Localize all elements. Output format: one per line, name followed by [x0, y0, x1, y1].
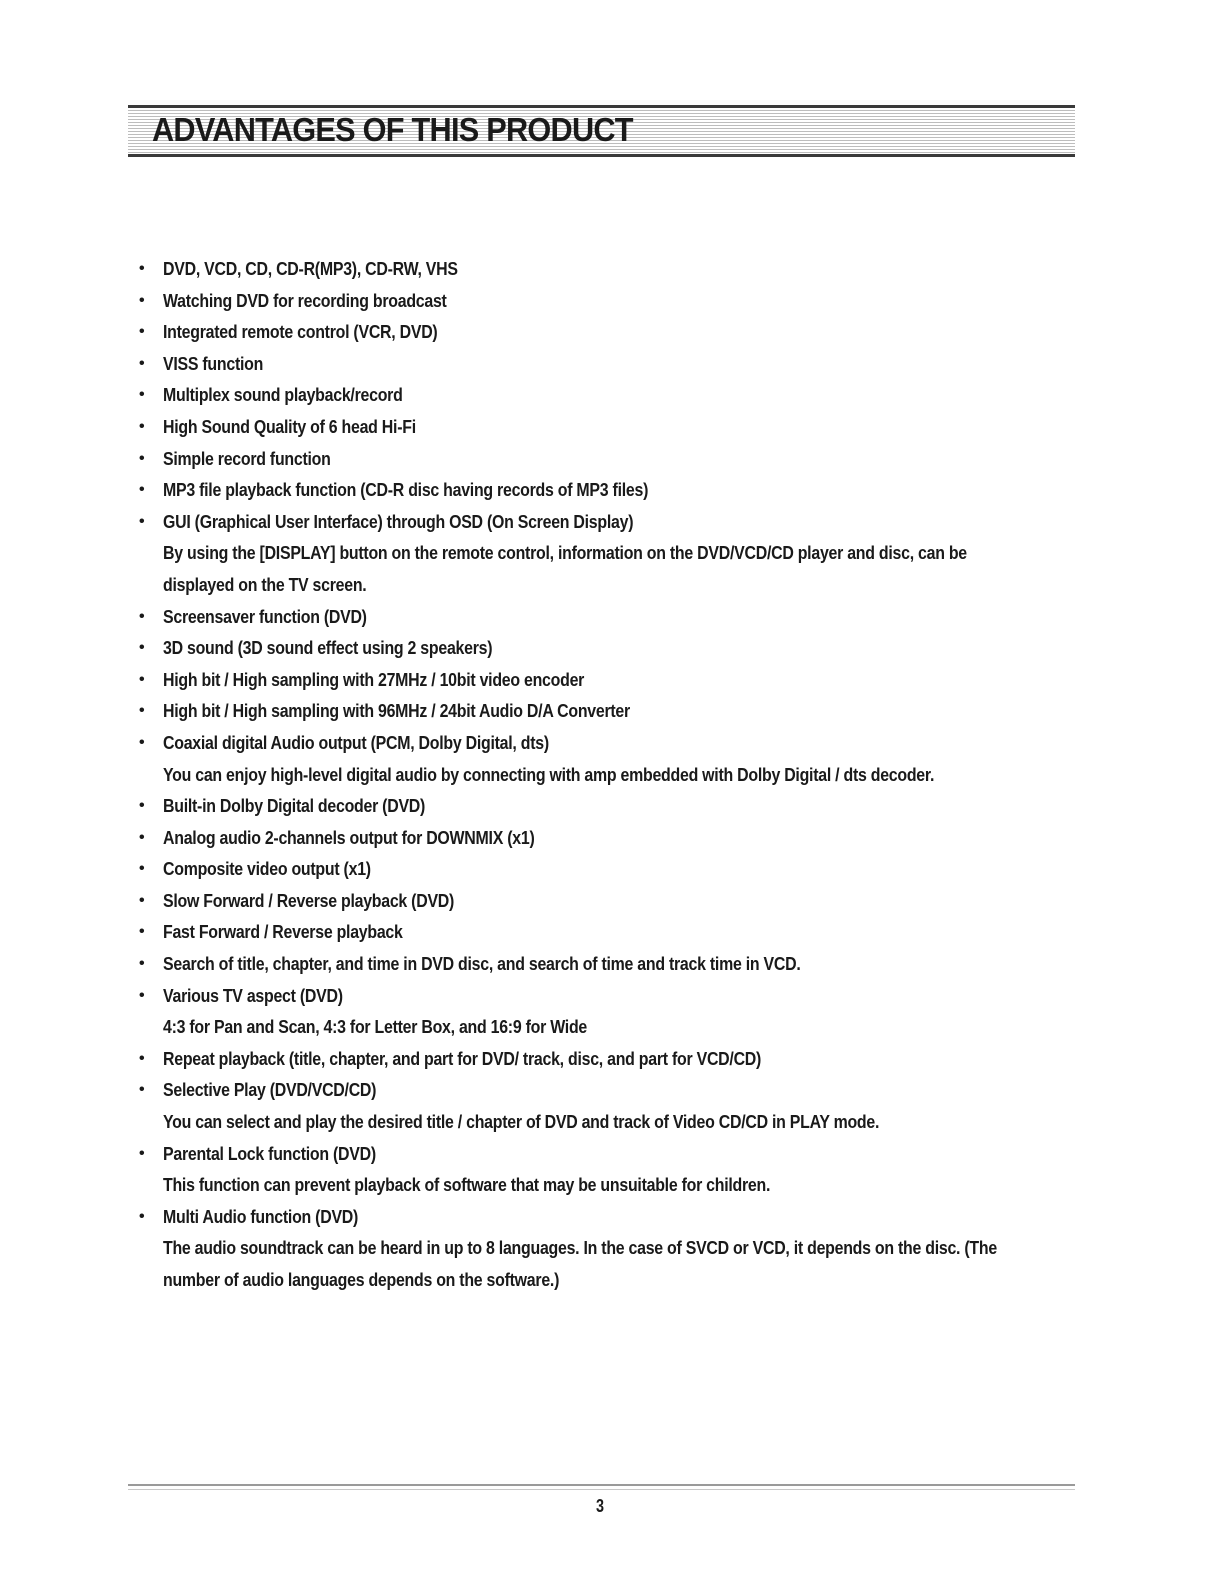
bullet-icon: •: [139, 923, 145, 941]
bullet-icon: •: [139, 986, 145, 1004]
feature-text: High bit / High sampling with 96MHz / 24bit Audio D/A Converter: [163, 700, 630, 722]
feature-text: Simple record function: [163, 447, 331, 469]
feature-note-text: By using the [DISPLAY] button on the remote control, information on the DVD/VCD/CD player and disc, can be: [163, 542, 967, 564]
feature-text: Selective Play (DVD/VCD/CD): [163, 1079, 377, 1101]
bullet-icon: •: [139, 481, 145, 499]
feature-note: [163, 1106, 1039, 1138]
bullet-icon: •: [139, 1144, 145, 1162]
feature-note: [163, 1264, 1039, 1296]
feature-item: [139, 285, 1039, 317]
bullet-icon: •: [139, 449, 145, 467]
feature-text: Slow Forward / Reverse playback (DVD): [163, 889, 455, 911]
feature-item: [139, 506, 1039, 601]
feature-item: [139, 379, 1039, 411]
feature-text: DVD, VCD, CD, CD-R(MP3), CD-RW, VHS: [163, 258, 458, 279]
bullet-icon: •: [139, 386, 145, 404]
feature-item: [139, 885, 1039, 917]
bullet-icon: •: [139, 607, 145, 625]
feature-text: 3D sound (3D sound effect using 2 speakers): [163, 637, 493, 659]
bullet-icon: •: [139, 891, 145, 909]
feature-item: [139, 822, 1039, 854]
feature-text: Built-in Dolby Digital decoder (DVD): [163, 795, 426, 817]
feature-note-text: 4:3 for Pan and Scan, 4:3 for Letter Box, and 16:9 for Wide: [163, 1016, 588, 1038]
bullet-icon: •: [139, 702, 145, 720]
bullet-icon: •: [139, 260, 145, 277]
feature-text: High Sound Quality of 6 head Hi-Fi: [163, 415, 416, 437]
feature-note: [163, 537, 1039, 569]
feature-item: [139, 790, 1039, 822]
feature-item: [139, 316, 1039, 348]
feature-item: [139, 1074, 1039, 1137]
feature-item: [139, 916, 1039, 948]
feature-item: [139, 1201, 1039, 1296]
feature-note: [163, 569, 1039, 601]
bullet-icon: •: [139, 512, 145, 530]
bullet-icon: •: [139, 955, 145, 973]
feature-item: [139, 1138, 1039, 1201]
feature-note-text: You can select and play the desired title / chapter of DVD and track of Video CD/CD in PLAY mode.: [163, 1111, 880, 1133]
feature-list: [139, 253, 1039, 1296]
feature-note-text: The audio soundtrack can be heard in up to 8 languages. In the case of SVCD or VCD, it depends on the disc. (The: [163, 1237, 997, 1259]
feature-item: [139, 632, 1039, 664]
feature-text: GUI (Graphical User Interface) through OSD (On Screen Display): [163, 510, 634, 532]
feature-item: [139, 601, 1039, 633]
bullet-icon: •: [139, 323, 145, 341]
feature-text: Integrated remote control (VCR, DVD): [163, 321, 438, 343]
feature-item: [139, 253, 1039, 285]
feature-text: Various TV aspect (DVD): [163, 984, 343, 1006]
bullet-icon: •: [139, 670, 145, 688]
feature-item: [139, 474, 1039, 506]
page-title: ADVANTAGES OF THIS PRODUCT: [152, 107, 637, 153]
feature-item: [139, 695, 1039, 727]
feature-text: Search of title, chapter, and time in DVD disc, and search of time and track time in VCD.: [163, 953, 801, 975]
feature-text: Multiplex sound playback/record: [163, 384, 403, 406]
feature-item: [139, 853, 1039, 885]
feature-text: Repeat playback (title, chapter, and part for DVD/ track, disc, and part for VCD/CD): [163, 1047, 762, 1069]
feature-text: Composite video output (x1): [163, 858, 371, 880]
feature-text: Coaxial digital Audio output (PCM, Dolby Digital, dts): [163, 731, 549, 753]
feature-note-text: You can enjoy high-level digital audio by connecting with amp embedded with Dolby Digital / dts decoder.: [163, 763, 935, 785]
bullet-icon: •: [139, 828, 145, 846]
feature-item: [139, 980, 1039, 1043]
feature-item: [139, 727, 1039, 790]
feature-item: [139, 664, 1039, 696]
bullet-icon: •: [139, 291, 145, 309]
page-number: 3: [595, 1496, 604, 1516]
feature-note: [163, 1169, 1039, 1201]
bullet-icon: •: [139, 1081, 145, 1099]
feature-text: Screensaver function (DVD): [163, 605, 367, 627]
feature-text: Fast Forward / Reverse playback: [163, 921, 403, 943]
feature-note-text: This function can prevent playback of software that may be unsuitable for children.: [163, 1174, 771, 1196]
feature-text: MP3 file playback function (CD-R disc having records of MP3 files): [163, 479, 649, 501]
bullet-icon: •: [139, 797, 145, 815]
feature-text: Analog audio 2-channels output for DOWNMIX (x1): [163, 826, 535, 848]
feature-text: High bit / High sampling with 27MHz / 10bit video encoder: [163, 668, 585, 690]
bullet-icon: •: [139, 1049, 145, 1067]
footer-divider: [128, 1484, 1075, 1490]
feature-note: [163, 1011, 1039, 1043]
feature-item: [139, 443, 1039, 475]
feature-note: [163, 759, 1039, 791]
bullet-icon: •: [139, 354, 145, 372]
feature-text: Multi Audio function (DVD): [163, 1205, 359, 1227]
feature-item: [139, 348, 1039, 380]
feature-text: Watching DVD for recording broadcast: [163, 289, 447, 311]
bullet-icon: •: [139, 1207, 145, 1225]
feature-item: [139, 411, 1039, 443]
feature-text: Parental Lock function (DVD): [163, 1142, 376, 1164]
feature-item: [139, 1043, 1039, 1075]
bullet-icon: •: [139, 639, 145, 657]
bullet-icon: •: [139, 860, 145, 878]
feature-note-text: displayed on the TV screen.: [163, 573, 367, 595]
feature-note-text: number of audio languages depends on the software.): [163, 1269, 560, 1290]
feature-item: [139, 948, 1039, 980]
feature-text: VISS function: [163, 352, 264, 374]
feature-note: [163, 1232, 1039, 1264]
bullet-icon: •: [139, 733, 145, 751]
bullet-icon: •: [139, 417, 145, 435]
